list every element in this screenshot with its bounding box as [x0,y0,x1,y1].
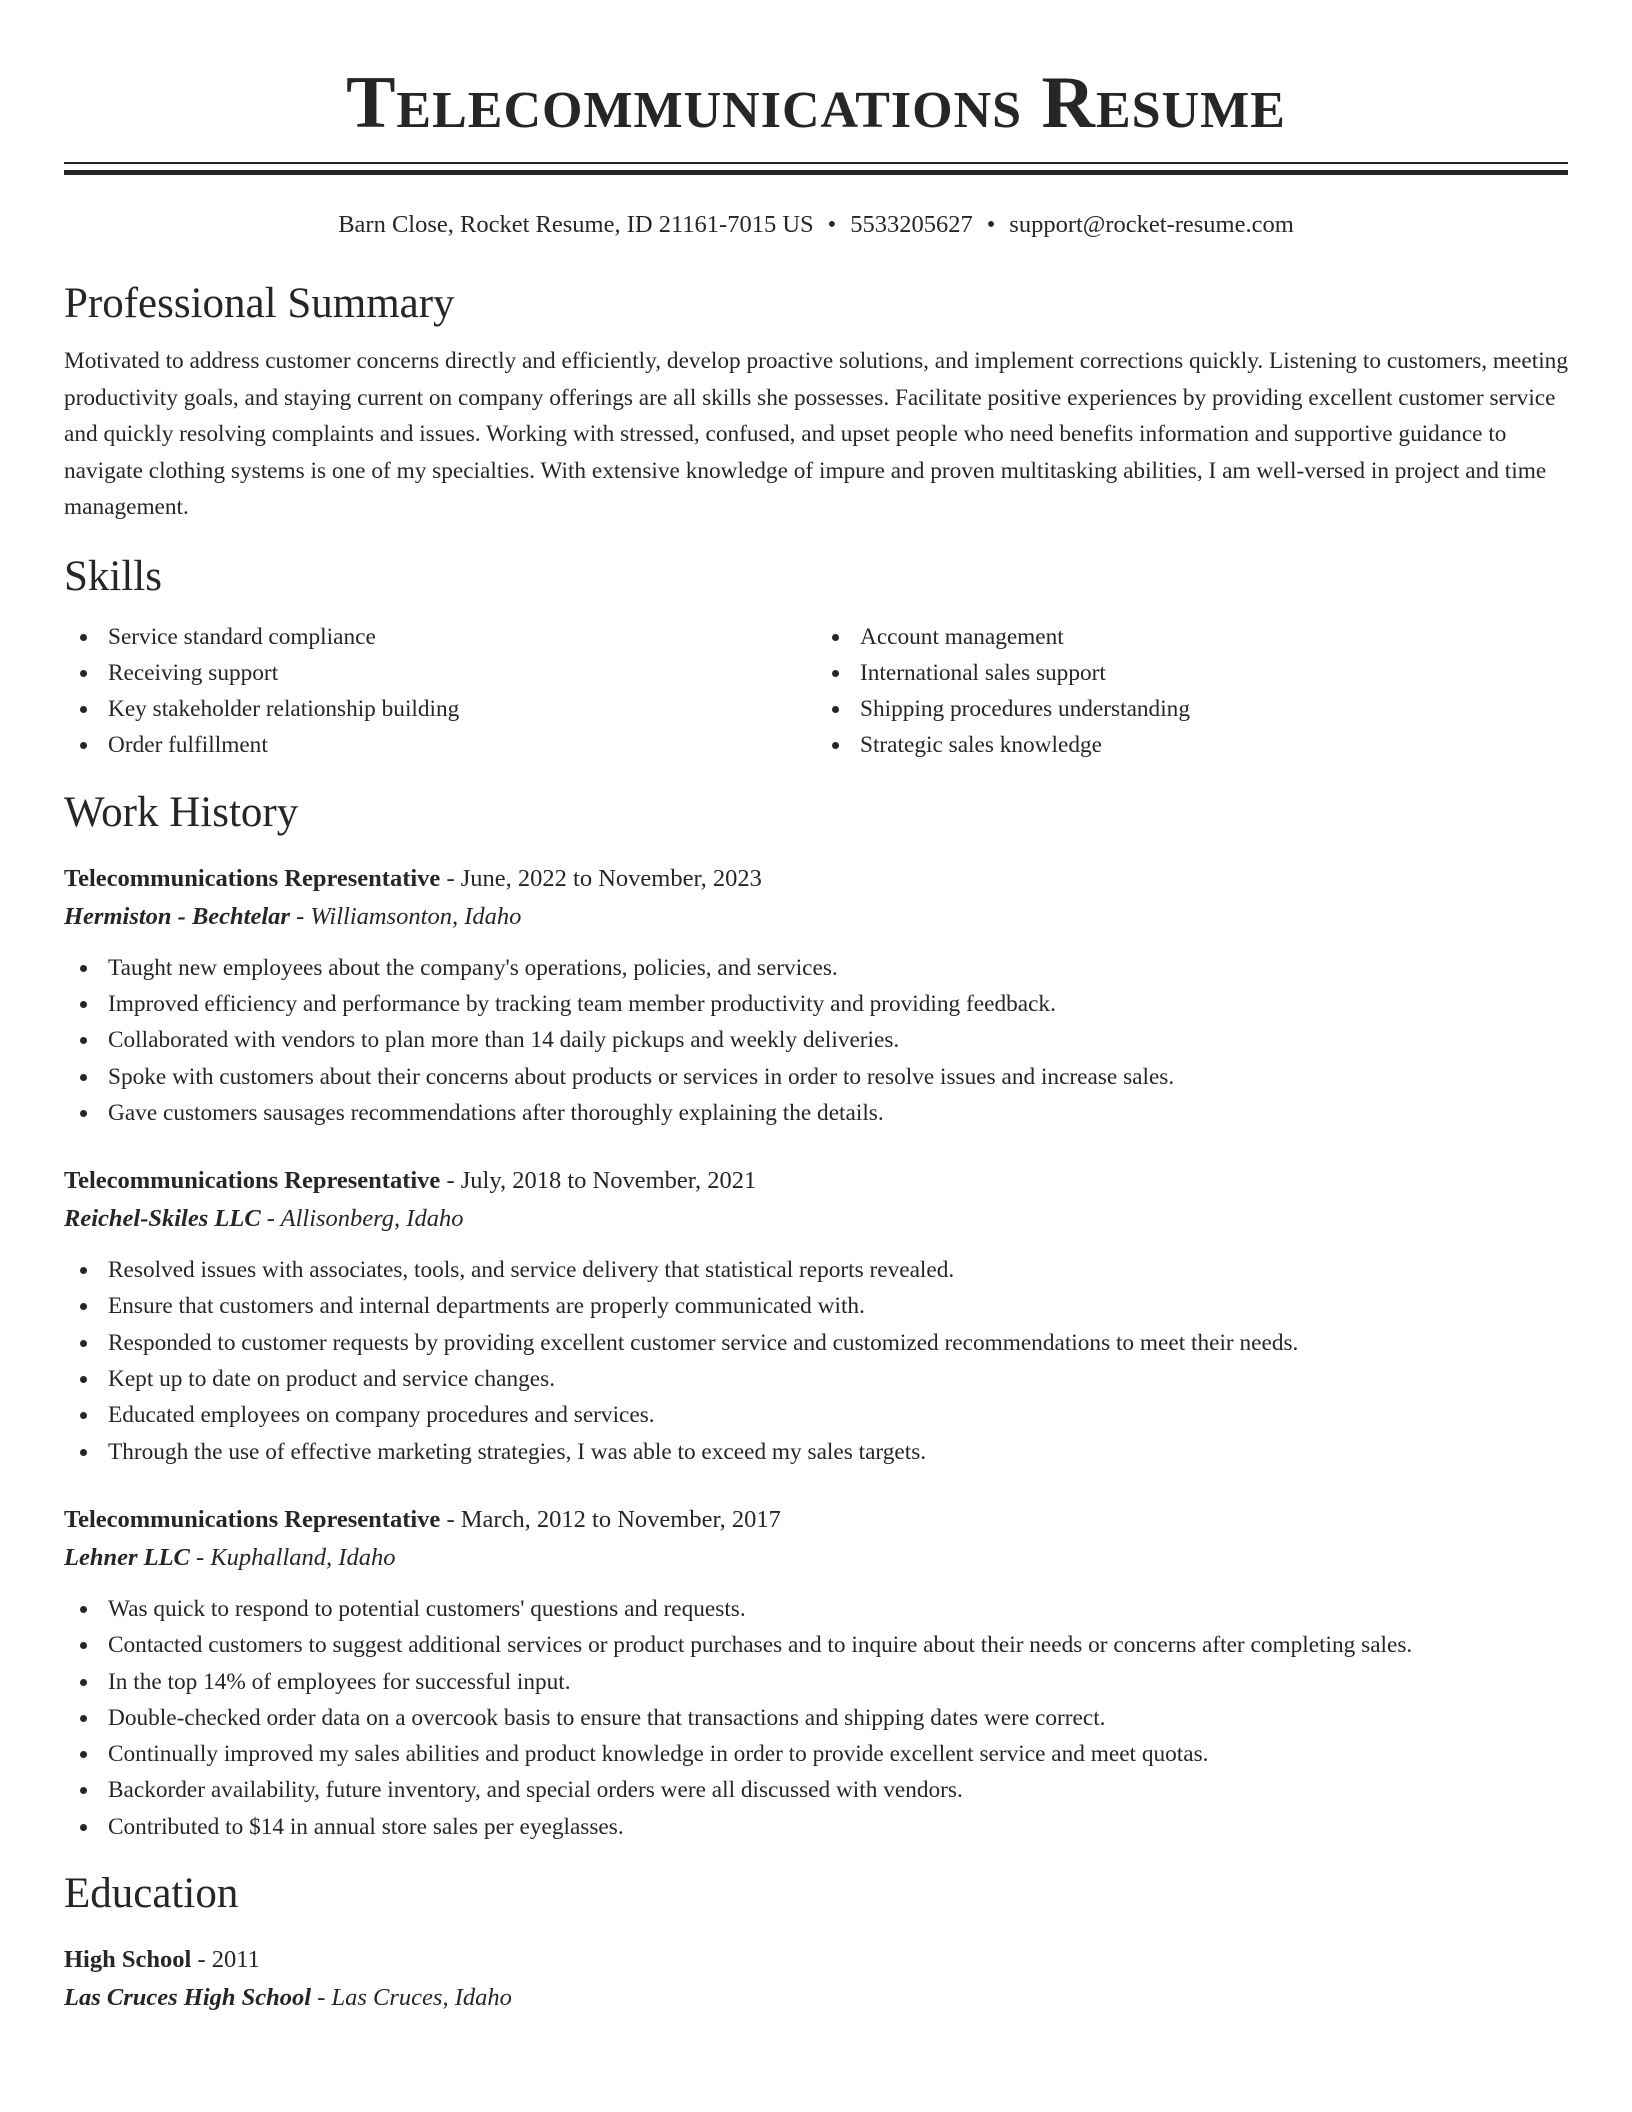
bullet-icon [80,1074,87,1081]
bullet-icon [80,670,87,677]
education-heading: Education [64,1870,239,1918]
dash: - [289,902,311,930]
dash: - [189,1543,211,1571]
bullet-icon [832,706,839,713]
duty-text: Double-checked order data on a overcook basis to ensure that transactions and shipping dates were correct. [108,1704,1106,1731]
job-duties [64,950,1568,1131]
duty-item [64,1397,1568,1433]
contact-separator: • [986,211,996,238]
work-history-heading: Work History [64,788,299,836]
bullet-icon [80,1376,87,1383]
degree: High School [64,1946,192,1974]
duty-text: Improved efficiency and performance by tracking team member productivity and providing feedback. [108,990,1056,1017]
bullet-icon [80,1642,87,1649]
title-divider-thin [64,162,1568,164]
duty-text: Was quick to respond to potential customers' questions and requests. [108,1595,746,1622]
job-title-line [64,1501,1568,1539]
skill-text: Order fulfillment [108,732,268,759]
duty-item [64,1059,1568,1095]
dash: - [311,1984,332,2012]
job-dates: March, 2012 to November, 2017 [460,1505,781,1533]
employer-name: Hermiston - Bechtelar [64,902,290,930]
duty-text: Through the use of effective marketing strategies, I was able to exceed my sales targets. [108,1438,927,1465]
dash: - [191,1946,212,1974]
bullet-icon [80,965,87,972]
dash: - [440,1167,461,1195]
contact-line [64,210,1568,240]
bullet-icon [832,634,839,641]
duty-text: Responded to customer requests by providing excellent customer service and customized recommendations to meet their needs. [108,1329,1299,1356]
job-title: Telecommunications Representative [64,864,441,892]
duty-item [64,1252,1568,1288]
bullet-icon [80,634,87,641]
skill-text: Receiving support [108,659,279,686]
skill-item [816,727,1568,763]
dash: - [440,1505,461,1533]
degree-line [64,1941,1568,1979]
school-name: Las Cruces High School [64,1984,312,2012]
employer-line [64,1539,1568,1577]
bullet-icon [80,706,87,713]
employer-location: Kuphalland, Idaho [210,1543,396,1571]
duty-item [64,1664,1568,1700]
bullet-icon [80,1340,87,1347]
duty-item [64,1591,1568,1627]
bullet-icon [832,742,839,749]
bullet-icon [80,1715,87,1722]
duty-item [64,1325,1568,1361]
school-location: Las Cruces, Idaho [331,1984,512,2012]
duty-text: Taught new employees about the company's operations, policies, and services. [108,954,838,981]
graduation-year: 2011 [211,1946,260,1974]
skills-heading: Skills [64,552,162,600]
duty-item [64,950,1568,986]
resume-title: Telecommunications Resume [346,62,1286,144]
employer-line [64,898,1568,936]
bullet-icon [80,1787,87,1794]
education-entry [64,1941,1568,2017]
duty-item [64,1627,1568,1663]
job-entry [64,860,1568,1131]
bullet-icon [80,1037,87,1044]
job-dates: June, 2022 to November, 2023 [460,864,762,892]
skill-text: Key stakeholder relationship building [108,696,460,723]
skill-item [64,691,816,727]
bullet-icon [80,1449,87,1456]
duty-item [64,986,1568,1022]
employer-name: Reichel-Skiles LLC [64,1205,261,1233]
bullet-icon [832,670,839,677]
bullet-icon [80,742,87,749]
employer-location: Allisonberg, Idaho [280,1205,464,1233]
bullet-icon [80,1001,87,1008]
employer-location: Williamsonton, Idaho [310,902,522,930]
duty-text: In the top 14% of employees for successful input. [108,1668,571,1695]
duty-text: Contacted customers to suggest additional services or product purchases and to inquire about their needs or concerns after completing sales. [108,1632,1413,1659]
bullet-icon [80,1751,87,1758]
duty-text: Backorder availability, future inventory, and special orders were all discussed with vendors. [108,1777,963,1804]
skill-item [64,655,816,691]
employer-name: Lehner LLC [64,1543,190,1571]
duty-item [64,1772,1568,1808]
summary-text: Motivated to address customer concerns directly and efficiently, develop proactive solutions, and implement corrections quickly. Listening to customers, meeting productivity goals, and staying current on company offerings are all skills she possesses. Facilitate positive experiences by providing excellent customer service and quickly resolving complaints and issues. Working with stressed, confused, and upset people who need benefits information and supportive guidance to navigate clothing systems is one of my specialties. With extensive knowledge of impure and proven multitasking abilities, I am well-versed in project and time management. [64,348,1568,520]
job-title-line [64,1162,1568,1200]
job-entry [64,1501,1568,1845]
duty-item [64,1022,1568,1058]
duty-item [64,1095,1568,1131]
bullet-icon [80,1110,87,1117]
bullet-icon [80,1679,87,1686]
duty-text: Resolved issues with associates, tools, and service delivery that statistical reports revealed. [108,1257,955,1284]
job-title: Telecommunications Representative [64,1505,441,1533]
duty-text: Gave customers sausages recommendations after thoroughly explaining the details. [108,1099,884,1126]
skill-item [64,619,816,655]
title-divider-thick [64,170,1568,175]
duty-item [64,1434,1568,1470]
duty-item [64,1736,1568,1772]
duty-item [64,1361,1568,1397]
contact-phone: 5533205627 [850,211,973,238]
duty-text: Collaborated with vendors to plan more than 14 daily pickups and weekly deliveries. [108,1027,900,1054]
job-duties [64,1591,1568,1845]
contact-address: Barn Close, Rocket Resume, ID 21161-7015 US [338,211,814,238]
summary-heading: Professional Summary [64,280,455,327]
duty-text: Ensure that customers and internal departments are properly communicated with. [108,1293,865,1320]
bullet-icon [80,1824,87,1831]
duty-text: Spoke with customers about their concerns about products or services in order to resolve issues and increase sales. [108,1063,1175,1090]
bullet-icon [80,1267,87,1274]
bullet-icon [80,1303,87,1310]
skill-item [816,655,1568,691]
job-title: Telecommunications Representative [64,1167,441,1195]
skills-list [64,619,1568,764]
duty-item [64,1809,1568,1845]
job-title-line [64,860,1568,898]
duty-text: Continually improved my sales abilities and product knowledge in order to provide excellent service and meet quotas. [108,1741,1209,1768]
job-dates: July, 2018 to November, 2021 [460,1167,757,1195]
skill-text: Account management [860,623,1064,650]
skills-column-left [64,619,816,764]
skills-column-right [816,619,1568,764]
contact-email: support@rocket-resume.com [1009,211,1294,238]
skill-text: International sales support [860,659,1106,686]
skill-item [816,691,1568,727]
duty-text: Contributed to $14 in annual store sales per eyeglasses. [108,1813,624,1840]
skill-item [64,727,816,763]
school-line [64,1979,1568,2017]
skill-text: Shipping procedures understanding [860,696,1190,723]
employer-line [64,1200,1568,1238]
bullet-icon [80,1412,87,1419]
duty-item [64,1288,1568,1324]
duty-item [64,1700,1568,1736]
dash: - [260,1205,281,1233]
contact-separator: • [827,211,837,238]
dash: - [440,864,461,892]
skill-text: Strategic sales knowledge [860,732,1102,759]
bullet-icon [80,1606,87,1613]
duty-text: Educated employees on company procedures and services. [108,1402,655,1429]
skill-text: Service standard compliance [108,623,376,650]
duty-text: Kept up to date on product and service changes. [108,1366,556,1393]
skill-item [816,619,1568,655]
job-duties [64,1252,1568,1470]
job-entry [64,1162,1568,1470]
